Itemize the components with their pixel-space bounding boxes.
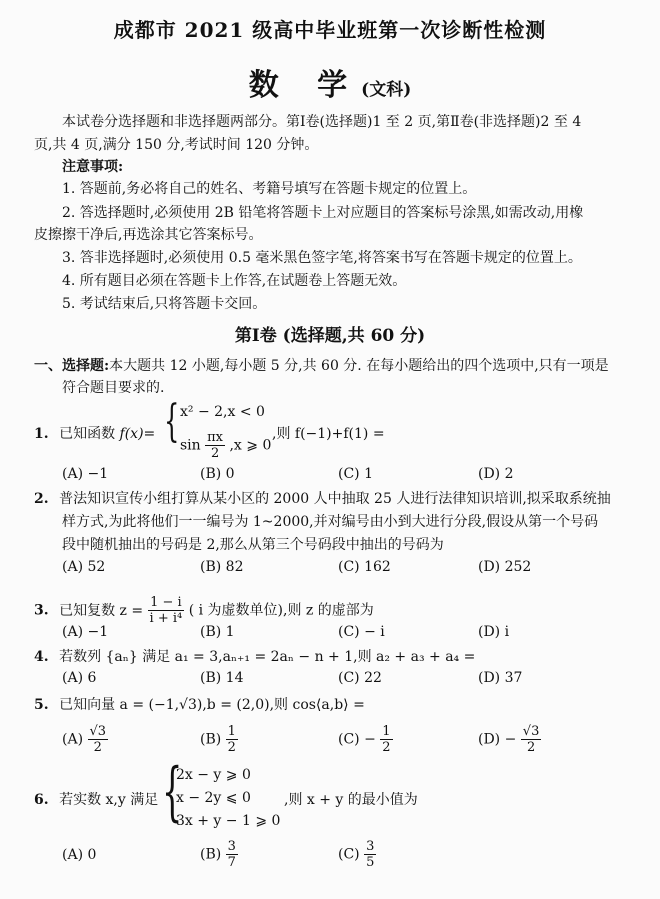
q1-case-1: x² − 2,x < 0 — [180, 404, 265, 420]
q1-stem — [34, 424, 155, 445]
q6-option-c-numerator: 3 — [366, 839, 375, 854]
q1-brace: { — [164, 396, 180, 447]
q4-option-a[interactable]: (A) 6 — [62, 670, 97, 686]
q5-option-a-fraction — [88, 724, 109, 755]
q2-option-b[interactable]: (B) 82 — [200, 559, 244, 575]
q1-case2-fraction — [205, 430, 225, 461]
q2-option-d[interactable]: (D) 252 — [478, 559, 532, 575]
q6-constraint-3: 3x + y − 1 ⩾ 0 — [176, 813, 281, 829]
q5-option-a-label: (A) — [62, 731, 84, 748]
q6-option-b-label: (B) — [200, 846, 222, 863]
note-4: 4. 所有题目必须在答题卡上作答,在试题卷上答题无效。 — [62, 273, 407, 289]
note-2b: 皮擦擦干净后,再选涂其它答案标号。 — [34, 227, 263, 243]
part1-text-2: 符合题目要求的. — [62, 380, 165, 396]
q6-option-c-fraction — [364, 839, 376, 870]
q3-lead: 已知复数 z = — [59, 602, 144, 619]
q5-text: 已知向量 a = (−1,√3),b = (2,0),则 cos⟨a,b⟩ = — [59, 697, 365, 713]
section-title: 第Ⅰ卷 (选择题,共 60 分) — [234, 326, 426, 346]
q4-stem — [34, 647, 475, 668]
q3-option-a[interactable]: (A) −1 — [62, 624, 109, 640]
q1-case2-condition: ,x ⩾ 0 — [229, 437, 272, 454]
q1-option-c[interactable]: (C) 1 — [338, 466, 373, 482]
q3-denominator: i + i⁴ — [149, 611, 183, 626]
q1-fx: f(x)= — [119, 426, 156, 442]
q5-option-b-numerator: 1 — [227, 724, 236, 739]
q5-option-c-label: (C) − — [338, 731, 376, 748]
q6-stem — [34, 790, 158, 811]
q6-constraint-1: 2x − y ⩾ 0 — [176, 767, 251, 783]
q6-option-a[interactable]: (A) 0 — [62, 847, 97, 863]
q4-number: 4. — [34, 649, 49, 665]
q1-tail: ,则 f(−1)+f(1) = — [272, 426, 385, 442]
q1-number: 1. — [34, 426, 49, 442]
q5-stem — [34, 695, 365, 716]
q6-option-c-denominator: 5 — [366, 855, 375, 870]
q5-option-a-numerator: √3 — [89, 724, 107, 739]
part1-label: 一、选择题: — [34, 358, 110, 374]
q5-option-b[interactable] — [200, 724, 238, 755]
q5-option-d-label: (D) − — [478, 731, 517, 748]
subject-name: 数 学 — [248, 68, 362, 103]
q5-option-b-fraction — [226, 724, 238, 755]
q4-option-d[interactable]: (D) 37 — [478, 670, 523, 686]
q1-option-a[interactable]: (A) −1 — [62, 466, 109, 482]
q3-stem — [34, 595, 374, 626]
q2-line-3: 段中随机抽出的号码是 2,那么从第三个号码段中抽出的号码为 — [62, 537, 444, 553]
q5-option-a-denominator: 2 — [93, 740, 102, 755]
q4-option-b[interactable]: (B) 14 — [200, 670, 244, 686]
note-5: 5. 考试结束后,只将答题卡交回。 — [62, 296, 267, 312]
note-1: 1. 答题前,务必将自己的姓名、考籍号填写在答题卡规定的位置上。 — [62, 181, 477, 197]
q5-option-b-denominator: 2 — [227, 740, 236, 755]
q5-option-c-fraction — [380, 724, 392, 755]
q6-option-c-label: (C) — [338, 846, 360, 863]
q1-option-b[interactable]: (B) 0 — [200, 466, 235, 482]
q5-number: 5. — [34, 697, 49, 713]
q2-line-2: 样方式,为此将他们一一编号为 1~2000,并对编号由小到大进行分段,假设从第一个号码 — [62, 514, 599, 530]
q1-lead: 已知函数 — [59, 426, 116, 442]
q3-number: 3. — [34, 602, 49, 619]
q5-option-d-denominator: 2 — [526, 740, 536, 755]
q6-constraint-2: x − 2y ⩽ 0 — [176, 790, 251, 806]
q2-option-a[interactable]: (A) 52 — [62, 559, 106, 575]
q6-number: 6. — [34, 792, 49, 808]
q6-tail: ,则 x + y 的最小值为 — [284, 792, 418, 808]
q6-option-b-fraction — [226, 839, 238, 870]
q1-option-d[interactable]: (D) 2 — [478, 466, 514, 482]
q5-option-c[interactable] — [338, 724, 393, 755]
q6-option-b-numerator: 3 — [227, 839, 236, 854]
notes-heading: 注意事项: — [62, 159, 124, 175]
q6-option-c[interactable] — [338, 839, 376, 870]
intro-line-1: 本试卷分选择题和非选择题两部分。第Ⅰ卷(选择题)1 至 2 页,第Ⅱ卷(非选择题)2 至 4 — [62, 114, 582, 130]
q3-option-d[interactable]: (D) i — [478, 624, 510, 640]
q2-text-1: 普法知识宣传小组打算从某小区的 2000 人中抽取 25 人进行法律知识培训,拟采取系统抽 — [59, 491, 611, 507]
subject-note: (文科) — [361, 80, 412, 100]
q5-option-d[interactable] — [478, 724, 541, 755]
q1-case2-numerator: πx — [207, 430, 224, 445]
q5-option-d-numerator: √3 — [522, 724, 540, 739]
q2-option-c[interactable]: (C) 162 — [338, 559, 391, 575]
q5-option-a[interactable] — [62, 724, 108, 755]
intro-line-2: 页,共 4 页,满分 150 分,考试时间 120 分钟。 — [34, 137, 319, 153]
exam-title: 成都市 2021 级高中毕业班第一次诊断性检测 — [113, 18, 547, 42]
q4-option-c[interactable]: (C) 22 — [338, 670, 382, 686]
q5-option-b-label: (B) — [200, 731, 222, 748]
q3-numerator: 1 − i — [148, 595, 185, 611]
q3-option-c[interactable]: (C) − i — [338, 624, 385, 640]
part1-text-1: 本大题共 12 小题,每小题 5 分,共 60 分. 在每小题给出的四个选项中,只有一项是 — [109, 358, 609, 374]
q5-option-c-denominator: 2 — [382, 740, 391, 755]
q3-fraction — [148, 595, 185, 626]
q2-line-1 — [34, 489, 611, 510]
q5-option-d-fraction — [521, 724, 542, 755]
note-2a: 2. 答选择题时,必须使用 2B 铅笔将答题卡上对应题目的答案标号涂黑,如需改动,用橡 — [62, 205, 584, 221]
q5-option-c-numerator: 1 — [382, 724, 391, 739]
q6-lead: 若实数 x,y 满足 — [59, 792, 159, 808]
q6-brace: { — [162, 755, 183, 829]
q6-option-b-denominator: 7 — [227, 855, 236, 870]
q2-number: 2. — [34, 491, 49, 507]
q6-option-b[interactable] — [200, 839, 238, 870]
note-3: 3. 答非选择题时,必须使用 0.5 毫米黑色签字笔,将答案书写在答题卡规定的位置上。 — [62, 250, 582, 266]
q1-case-2 — [180, 430, 271, 461]
q1-case2-denominator: 2 — [210, 446, 220, 461]
part1-instructions — [34, 356, 609, 377]
subject-title — [0, 60, 660, 104]
q1-case2-sin: sin — [180, 437, 201, 454]
q3-option-b[interactable]: (B) 1 — [200, 624, 235, 640]
q4-text: 若数列 {aₙ} 满足 a₁ = 3,aₙ₊₁ = 2aₙ − n + 1,则 a₂ + a₃ + a₄ = — [59, 649, 476, 665]
q3-tail: ( i 为虚数单位),则 z 的虚部为 — [188, 602, 374, 619]
